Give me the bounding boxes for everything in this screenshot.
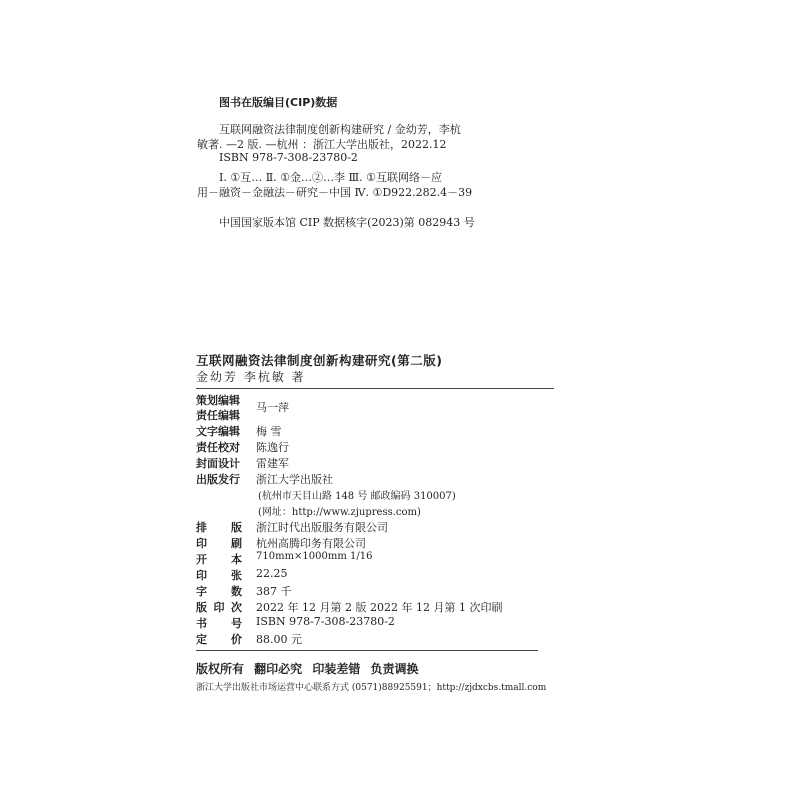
cip-classification-line-2: 用－融资－金融法－研究－中国 Ⅳ. ①D922.282.4－39 [197,186,473,199]
book-authors: 金幼芳 李杭敏 著 [196,370,306,384]
wordcount-value: 387 千 [256,585,292,598]
sheets-value: 22.25 [256,567,288,580]
text-editor-name: 梅 雪 [256,425,282,438]
printing-label: 印 刷 [196,537,242,550]
price-label: 定 价 [196,633,242,646]
cip-isbn-line: ISBN 978-7-308-23780-2 [219,151,358,164]
publisher-website: (网址：http://www.zjupress.com) [258,507,421,518]
typesetting-label: 排 版 [196,521,242,534]
isbn-label: 书 号 [196,617,242,630]
cip-author-line: 敏著. —2 版. —杭州 ：浙江大学出版社，2022.12 [197,138,447,151]
sheets-label: 印 张 [196,569,242,582]
format-label: 开 本 [196,553,242,566]
title-divider [196,388,554,389]
copyright-notice: 版权所有 翻印必究 印装差错 负责调换 [196,662,419,676]
format-value: 710mm×1000mm 1/16 [256,551,373,562]
cip-title-line: 互联网融资法律制度创新构建研究 / 金幼芳，李杭 [219,123,461,136]
edition-label: 版 印 次 [196,601,242,614]
responsible-editor-label: 责任编辑 [196,409,240,422]
publisher-name: 浙江大学出版社 [256,473,333,486]
cip-record-number: 中国国家版本馆 CIP 数据核字(2023)第 082943 号 [219,216,475,229]
publisher-label: 出版发行 [196,473,240,486]
cover-designer-name: 雷建军 [256,457,289,470]
proofreader-name: 陈逸行 [256,441,289,454]
cip-classification-line: Ⅰ. ①互… Ⅱ. ①金…②…李 Ⅲ. ①互联网络－应 [219,171,442,184]
editor-name: 马一萍 [256,401,289,414]
typesetting-value: 浙江时代出版服务有限公司 [256,521,388,534]
edition-value: 2022 年 12 月第 2 版 2022 年 12 月第 1 次印刷 [256,601,503,614]
text-editor-label: 文字编辑 [196,425,240,438]
publisher-contact: 浙江大学出版社市场运营中心联系方式 (0571)88925591；http://zjdxcbs.tmall.com [196,683,547,693]
printing-value: 杭州高腾印务有限公司 [256,537,366,550]
cip-heading: 图书在版编目(CIP)数据 [219,96,338,109]
cover-design-label: 封面设计 [196,457,240,470]
footer-divider [196,650,538,651]
proofreader-label: 责任校对 [196,441,240,454]
isbn-value: ISBN 978-7-308-23780-2 [256,615,395,628]
planning-editor-label: 策划编辑 [196,394,240,407]
price-value: 88.00 元 [256,633,302,646]
wordcount-label: 字 数 [196,585,242,598]
publisher-address: (杭州市天目山路 148 号 邮政编码 310007) [258,491,456,502]
book-title: 互联网融资法律制度创新构建研究(第二版) [196,353,443,368]
